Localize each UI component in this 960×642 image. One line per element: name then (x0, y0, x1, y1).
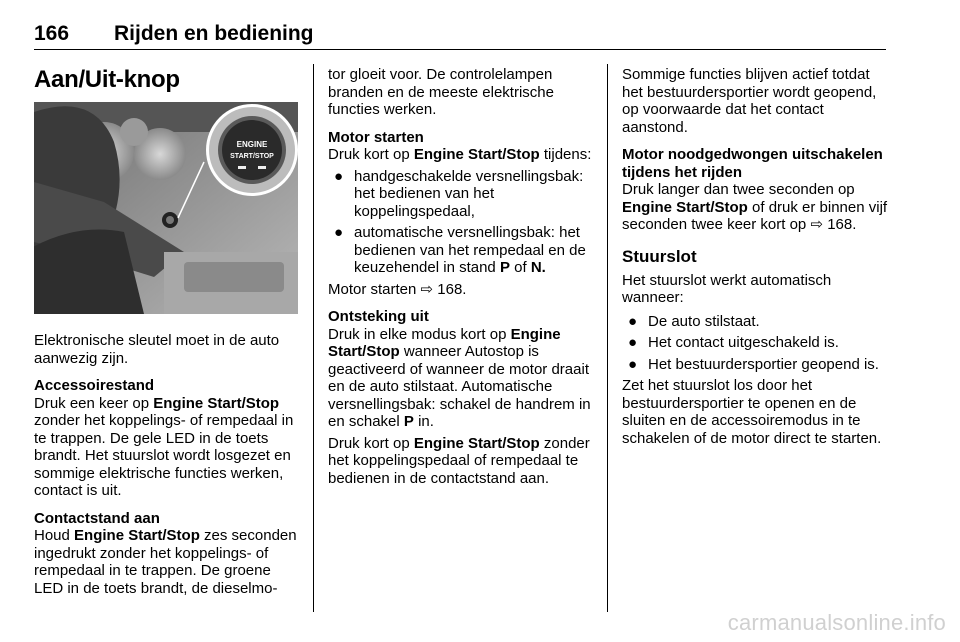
cross-reference[interactable]: Motor starten ⇨ 168. (328, 280, 467, 298)
ontsteking-uit-heading: Ontsteking uit (328, 308, 429, 325)
cross-reference[interactable]: ⇨ 168. (810, 216, 857, 233)
button-label-engine: ENGINE (236, 140, 268, 149)
engine-start-stop-photo (34, 102, 298, 314)
header-divider (34, 49, 886, 50)
stuurslot-title: Stuurslot (622, 246, 697, 266)
motor-starten-heading: Motor starten (328, 128, 424, 146)
bullet-icon: ● (334, 224, 344, 241)
bullet-icon: ● (334, 167, 344, 185)
column-divider-1 (313, 64, 314, 612)
button-ref: Engine Start/Stop (153, 394, 280, 412)
druk-kort-paragraph: Druk kort op Engine Start/Stop zonder het koppelingspedaal of rempedaal te bedienen in de contactstand aan. (328, 434, 590, 487)
ontsteking-uit-paragraph: Ontsteking uit Druk in elke modus kort op Engine Start/Stop wanneer Autostop is geactiveerd of wanneer de motor draait en de auto stilstaat. Automatische versnellingsbak: schakel de handrem in en schakel P in. (328, 308, 594, 431)
button-ref: Engine Start/Stop (622, 198, 748, 216)
page-number: 166 (34, 22, 70, 45)
column-2 (328, 66, 594, 491)
bullet-icon: ● (628, 355, 638, 373)
stuurslot-intro: Het stuurslot werkt automatisch wanneer: (622, 271, 832, 306)
button-ref: Engine Start/Stop (74, 527, 200, 544)
intro-text: Elektronische sleutel moet in de auto aanwezig zijn. (34, 332, 280, 367)
intro-text: Sommige functies blijven actief totdat het bestuurdersportier wordt geopend, op voorwaarde dat het contact aanstond. (622, 66, 877, 136)
bullet-icon: ● (628, 334, 638, 351)
list-item: ● automatische versnellingsbak: het bedienen van het rempedaal en de keuzehendel in stand P of N. (334, 224, 586, 276)
accessoirestand-heading: Accessoirestand (34, 377, 155, 394)
section-title: Aan/Uit-knop (34, 66, 180, 93)
accessoirestand-paragraph: Accessoirestand Druk een keer op Engine Start/Stop zonder het koppelings- of rempedaal in te trappen. De gele LED in de toets brandt. Het stuurslot wordt losgezet en sommige elektrische functies werken, contact is uit. (34, 377, 300, 500)
bullet-icon: ● (628, 312, 638, 330)
chapter-title: Rijden en bediening (114, 22, 314, 45)
list-item: ● De auto stilstaat. (628, 312, 760, 330)
list-item: ● Het contact uitgeschakeld is. (628, 334, 839, 351)
contactstand-heading: Contactstand aan (34, 509, 160, 527)
continuation-text: tor gloeit voor. De controlelampen branden en de meeste elektrische functies werken. (328, 66, 554, 118)
noodgedwongen-heading: Motor noodgedwongen uitschakelen tijdens het rijden (622, 146, 883, 181)
stuurslot-outro: Zet het stuurslot los door het bestuurdersportier te openen en de sluiten en de accessoiremodus in te schakelen of de motor direct te starten. (622, 377, 882, 447)
stuurslot-list (622, 313, 888, 374)
list-item: ● handgeschakelde versnellingsbak: het bedienen van het koppelingspedaal, (334, 167, 584, 220)
column-1 (34, 66, 300, 601)
button-ref: Engine Start/Stop (413, 146, 540, 163)
page-header (34, 22, 886, 50)
button-ref: Engine Start/Stop (328, 325, 561, 360)
contactstand-paragraph: Contactstand aan Houd Engine Start/Stop zes seconden ingedrukt zonder het koppelings- of rempedaal in te trappen. De groene LED in de toets brandt, de dieselmo- (34, 510, 300, 598)
motor-starten-paragraph: Motor starten Druk kort op Engine Start/Stop tijdens: (328, 129, 594, 164)
button-label-start-stop: START/STOP (230, 153, 274, 160)
button-ref: Engine Start/Stop (413, 434, 540, 452)
watermark: carmanualsonline.info (727, 610, 946, 635)
noodgedwongen-paragraph: Motor noodgedwongen uitschakelen tijdens het rijden Druk langer dan twee seconden op Engine Start/Stop of druk er binnen vijf seconden twee keer kort op ⇨ 168. (622, 146, 888, 233)
column-3 (622, 66, 888, 451)
column-divider-2 (607, 64, 608, 612)
motor-starten-list (328, 168, 594, 277)
list-item: ● Het bestuurdersportier geopend is. (628, 355, 879, 373)
